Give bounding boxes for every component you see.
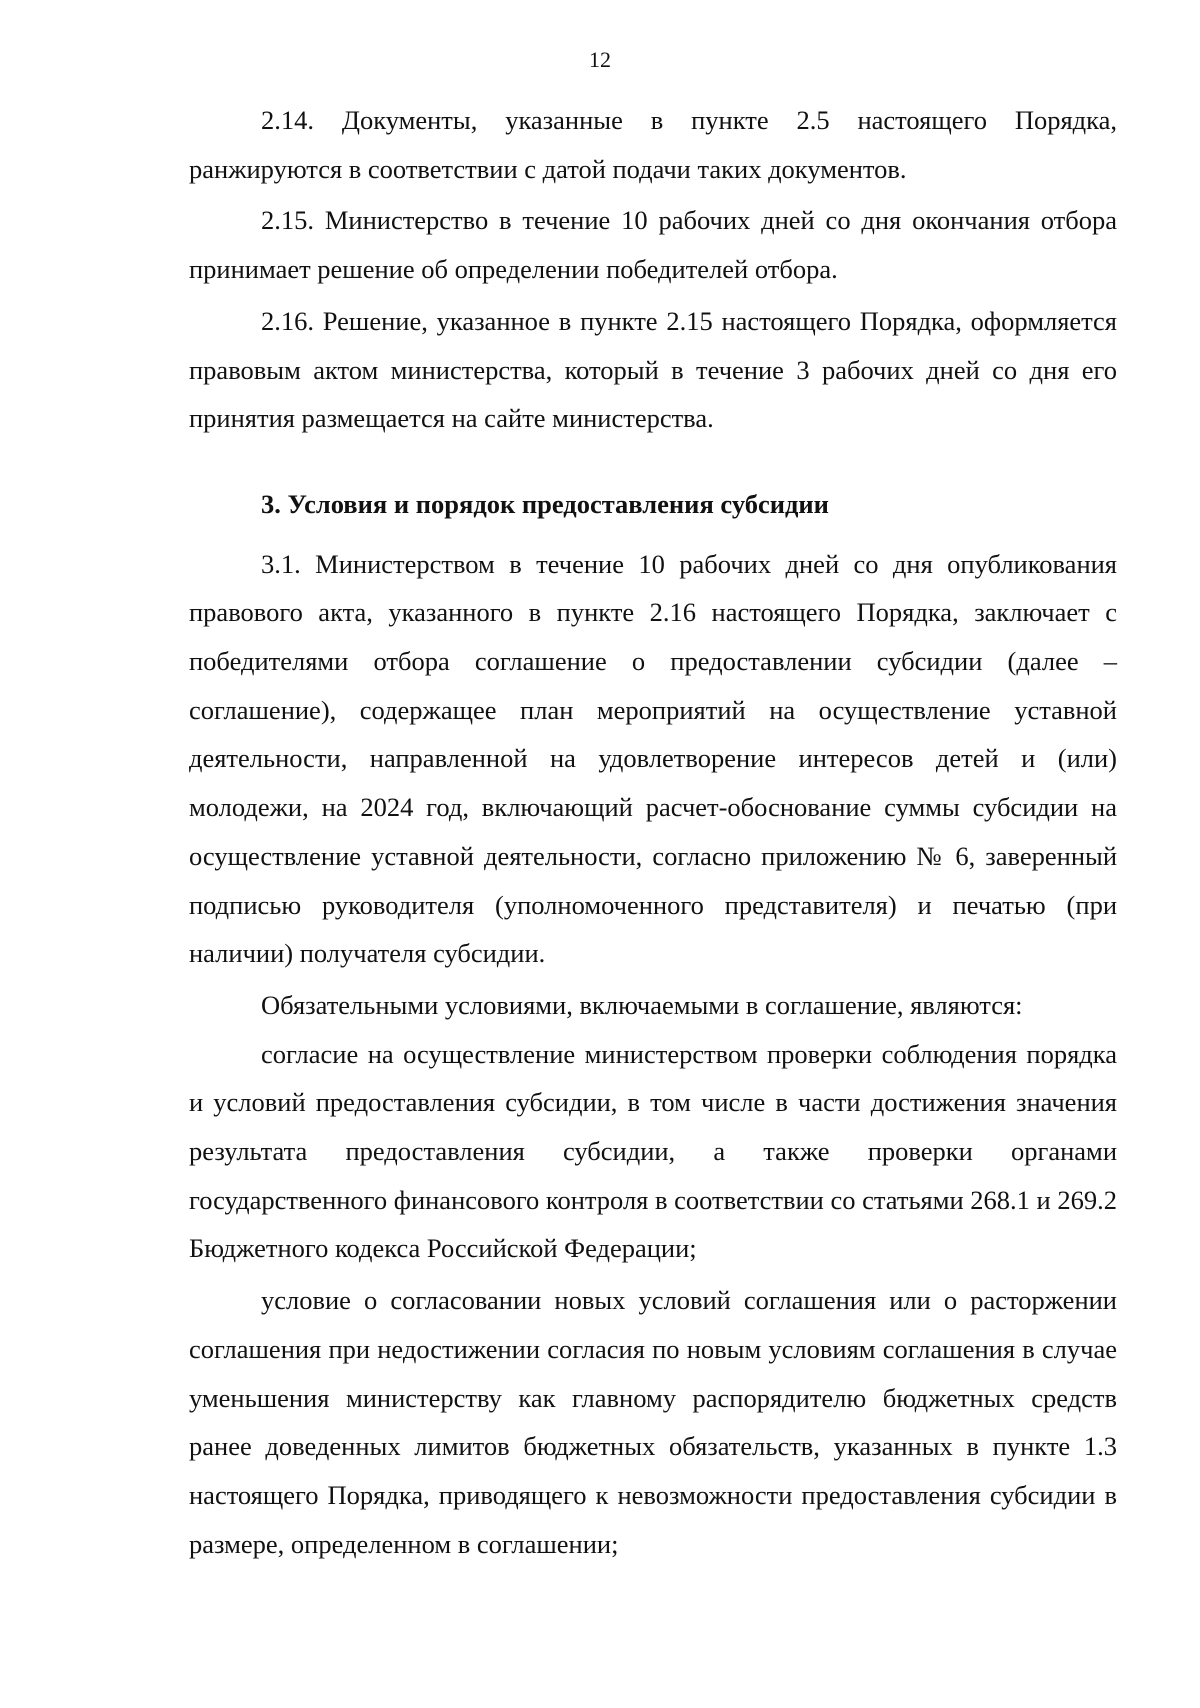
paragraph-3-1: 3.1. Министерством в течение 10 рабочих дней со дня опубликования правового акта, указанного в пункте 2.16 настоящего Порядка, заключает с победителями отбора соглашение о предоставлении субсидии (далее – соглашение), содержащее план мероприятий на осуществление уставной деятельности, направленной на удовлетворение интересов детей и (или) молодежи, на 2024 год, включающий расчет-обоснование суммы субсидии на осуществление уставной деятельности, согласно приложению № 6, заверенный подписью руководителя (уполномоченного представителя) и печатью (при наличии) получателя субсидии.	[189, 548, 1117, 969]
section-3-heading: 3. Условия и порядок предоставления субсидии	[261, 488, 829, 519]
paragraph-2-15: 2.15. Министерство в течение 10 рабочих дней со дня окончания отбора принимает решение об определении победителей отбора.	[189, 205, 1117, 285]
page-number: 12	[589, 47, 611, 72]
paragraph-2-16: 2.16. Решение, указанное в пункте 2.15 настоящего Порядка, оформляется правовым актом министерства, который в течение 3 рабочих дней со дня его принятия размещается на сайте министерства.	[189, 305, 1117, 434]
paragraph-condition-1: согласие на осуществление министерством проверки соблюдения порядка и условий предоставления субсидии, в том числе в части достижения значения результата предоставления субсидии, а также проверки органами государственного финансового контроля в соответствии со статьями 268.1 и 269.2 Бюджетного кодекса Российской Федерации;	[189, 1038, 1117, 1264]
paragraph-2-14: 2.14. Документы, указанные в пункте 2.5 настоящего Порядка, ранжируются в соответствии с датой подачи таких документов.	[189, 105, 1117, 184]
document-body	[189, 96, 1117, 1568]
paragraph-conditions-intro: Обязательными условиями, включаемыми в соглашение, являются:	[261, 989, 1023, 1020]
paragraph-condition-2: условие о согласовании новых условий соглашения или о расторжении соглашения при недостижении согласия по новым условиям соглашения в случае уменьшения министерству как главному распорядителю бюджетных средств ранее доведенных лимитов бюджетных обязательств, указанных в пункте 1.3 настоящего Порядка, приводящего к невозможности предоставления субсидии в размере, определенном в соглашении;	[189, 1285, 1117, 1559]
